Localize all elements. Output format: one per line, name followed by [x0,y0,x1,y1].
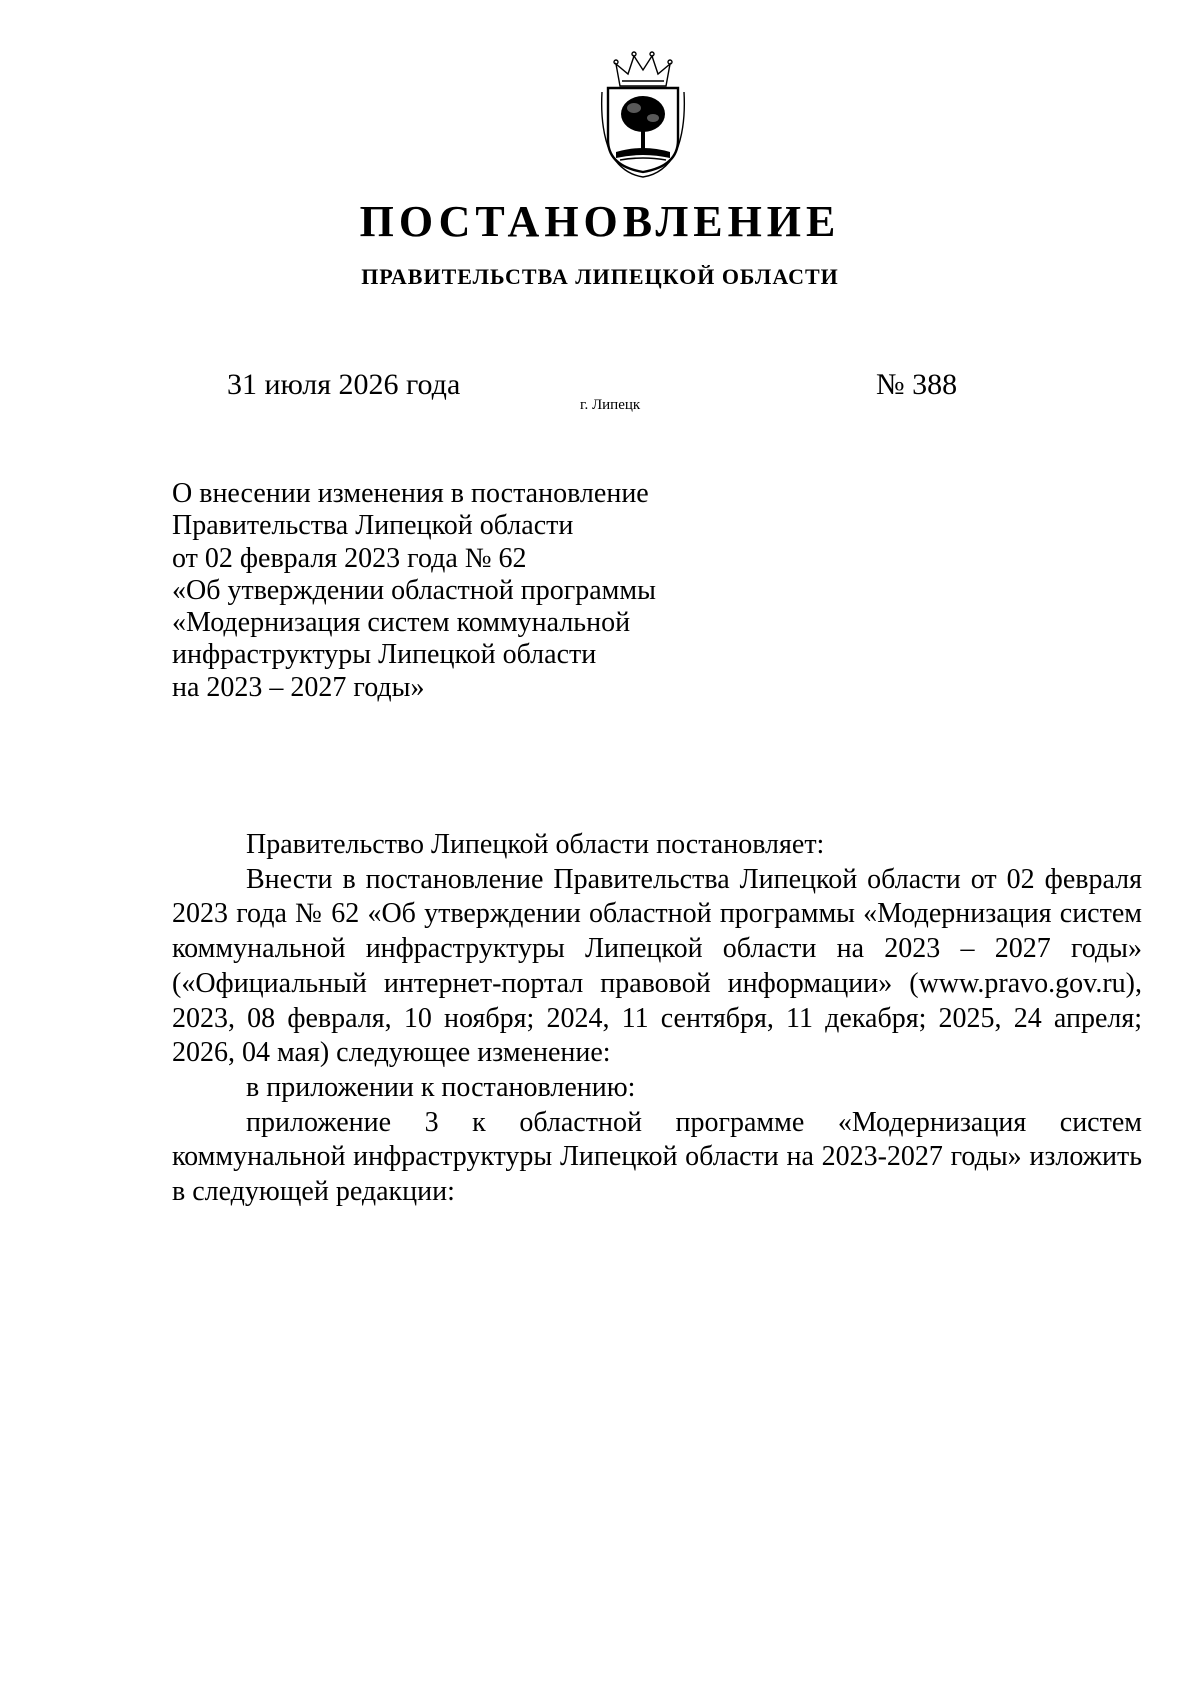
heading-line: О внесении изменения в постановление [172,478,649,509]
heading-line: от 02 февраля 2023 года № 62 [172,542,527,574]
heading-line: инфраструктуры Липецкой области [172,639,597,671]
body-paragraph: приложение 3 к областной программе «Модернизация систем коммунальной инфраструктуры Липецкой области на 2023-2027 годы» изложить в следующей редакции: [172,1106,1142,1208]
heading-line: «Об утверждении областной программы [172,574,656,606]
heading-line: Правительства Липецкой области [172,510,574,542]
document-number: № 388 [876,368,958,401]
document-date: 31 июля 2026 года [227,368,461,401]
issuing-authority: ПРАВИТЕЛЬСТВА ЛИПЕЦКОЙ ОБЛАСТИ [361,264,839,289]
body-paragraph: в приложении к постановлению: [246,1071,636,1103]
body-paragraph: Правительство Липецкой области постановляет: [246,829,825,860]
document-title: ПОСТАНОВЛЕНИЕ [359,197,841,246]
heading-line: на 2023 – 2027 годы» [172,671,425,703]
document-heading [172,478,656,704]
document-body [172,828,1142,1210]
coat-of-arms-emblem [598,48,688,178]
document-city: г. Липецк [580,397,641,413]
body-paragraph: Внести в постановление Правительства Липецкой области от 02 февраля 2023 года № 62 «Об утверждении областной программы «Модернизация систем коммунальной инфраструктуры Липецкой области на 2023 – 2027 годы» («Официальный интернет-портал правовой информации» (www.pravo.gov.ru), 2023, 08 февраля, 10 ноября; 2024, 11 сентября, 11 декабря; 2025, 24 апреля; 2026, 04 мая) следующее изменение: [172,863,1142,1069]
heading-line: «Модернизация систем коммунальной [172,607,631,639]
